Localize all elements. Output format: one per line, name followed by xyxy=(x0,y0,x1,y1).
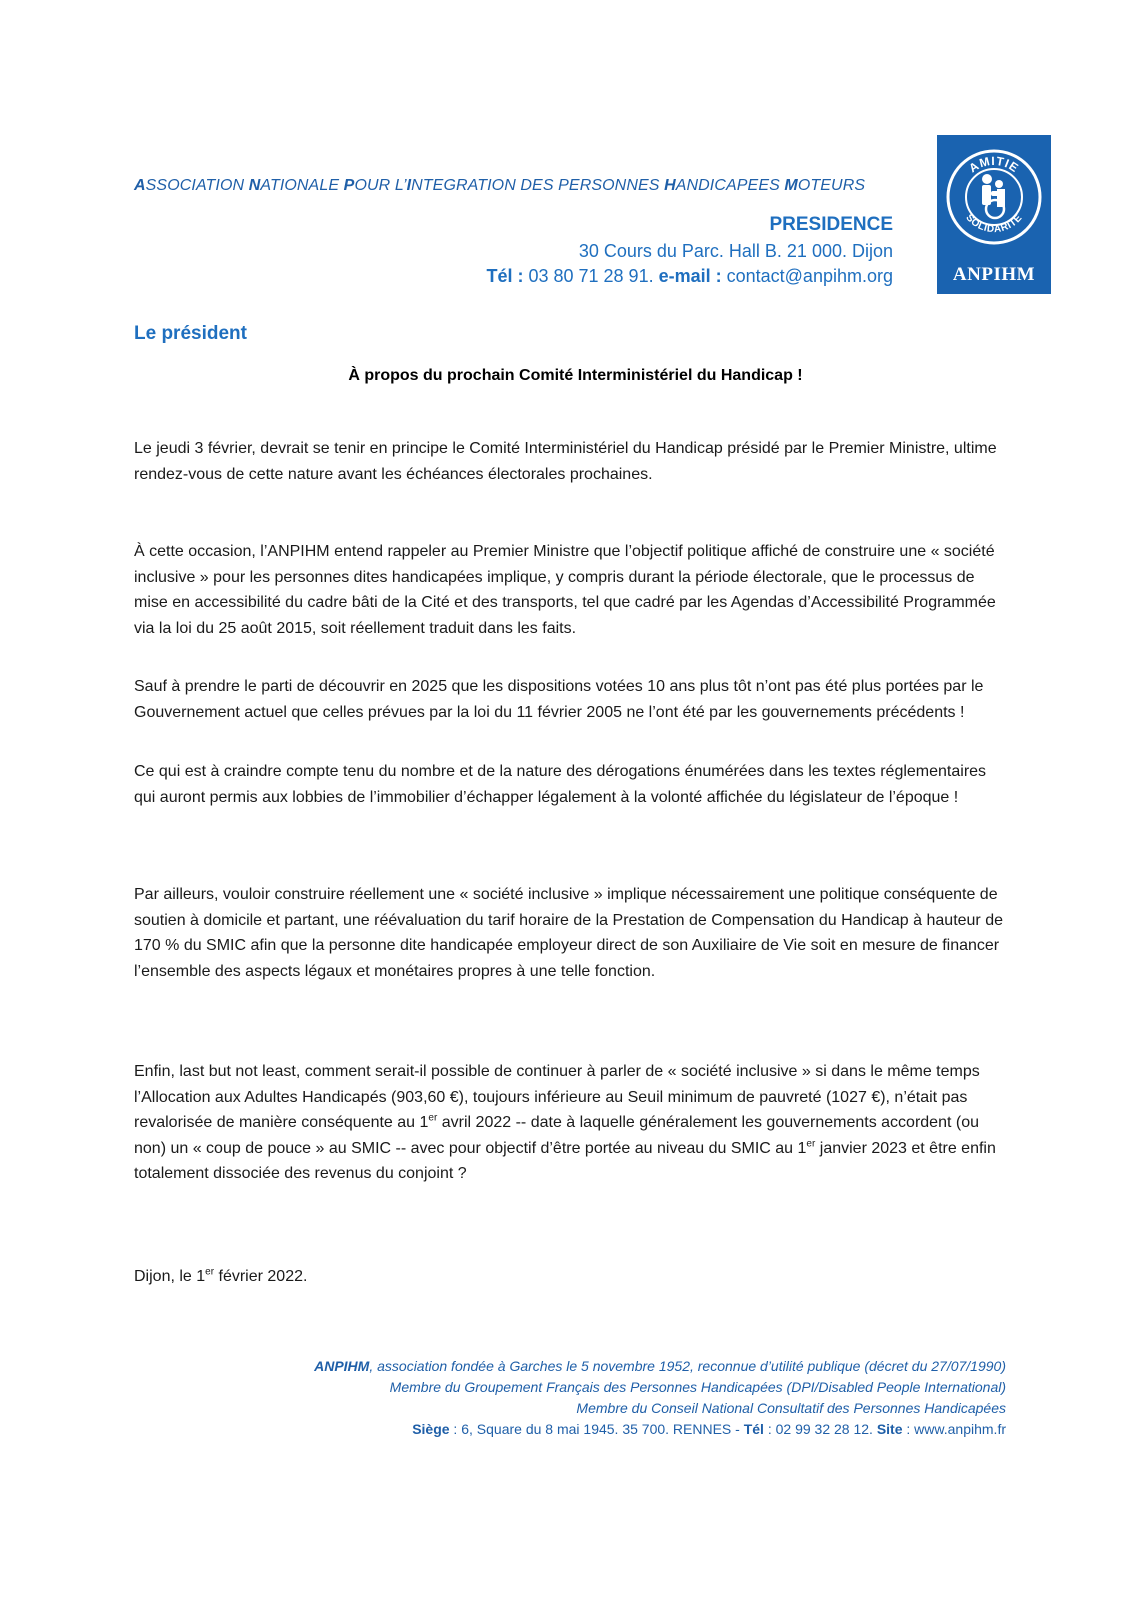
paragraph-text: Enfin, last but not least, comment serait-il possible de continuer à parler de « société inclusive » si dans le même temps l’Allocation aux Adultes Handicapés (903,60 €), toujours inférieure au Seuil minimum de pauvreté (1027 €), n’était pas revalorisée de manière conséquente au 1 xyxy=(134,1063,980,1131)
site-value: : www.anpihm.fr xyxy=(902,1421,1006,1437)
paragraph-text: janvier 2023 et être enfin totalement dissociée des revenus du conjoint ? xyxy=(134,1139,996,1182)
body-paragraph-3: Sauf à prendre le parti de découvrir en 2025 que les dispositions votées 10 ans plus tôt n’ont pas été plus portées par le Gouvernement actuel que celles prévues par la loi du 11 février 2005 ne l’ont été par les gouvernements précédents ! xyxy=(134,678,984,721)
initial-letter: I xyxy=(406,177,412,194)
name-part: NTEGRATION DES PERSONNES xyxy=(411,177,665,194)
tel-value: 03 80 71 28 91. xyxy=(523,266,659,286)
date-text: février 2022. xyxy=(214,1268,308,1285)
contact-line xyxy=(486,266,893,287)
siege-label: Siège xyxy=(412,1421,450,1437)
email-value: contact@anpihm.org xyxy=(721,266,893,286)
address-line: 30 Cours du Parc. Hall B. 21 000. Dijon xyxy=(578,241,893,261)
ordinal-suffix: er xyxy=(806,1138,816,1150)
initial-letter: H xyxy=(664,177,676,194)
name-part: OTEURS xyxy=(797,177,866,194)
body-paragraph-2: À cette occasion, l’ANPIHM entend rappeler au Premier Ministre que l’objectif politique affiché de construire une « société inclusive » pour les personnes dites handicapées implique, y compris durant la période électorale, que le processus de mise en accessibilité du cadre bâti de la Cité et des transports, tel que cadré par les Agendas d’Accessibilité Programmée via la loi du 25 août 2015, soit réellement traduit dans les faits. xyxy=(134,543,996,637)
name-part: ANDICAPEES xyxy=(675,177,785,194)
footer-line-4 xyxy=(146,1419,1006,1440)
footer-text: , association fondée à Garches le 5 novembre 1952, reconnue d’utilité publique (décret du 27/07/1990) xyxy=(369,1358,1006,1374)
association-name xyxy=(134,177,914,195)
footer-tel-label: Tél xyxy=(743,1421,764,1437)
anpihm-logo xyxy=(937,135,1051,294)
email-label: e-mail : xyxy=(658,266,722,286)
name-part: SSOCIATION xyxy=(145,177,249,194)
logo-name: ANPIHM xyxy=(952,264,1036,285)
name-part: ATIONALE xyxy=(260,177,344,194)
body-paragraph-4: Ce qui est à craindre compte tenu du nombre et de la nature des dérogations énumérées dans les textes réglementaires qui auront permis aux lobbies de l’immobilier d’échapper légalement à la volonté affichée du législateur de l’époque ! xyxy=(134,763,987,806)
initial-letter: A xyxy=(134,177,146,194)
footer-line-1 xyxy=(146,1356,1006,1377)
body-paragraph-6 xyxy=(134,1059,1004,1187)
footer-line-2: Membre du Groupement Français des Personnes Handicapées (DPI/Disabled People International) xyxy=(389,1379,1006,1395)
footer-org-name: ANPIHM xyxy=(314,1358,370,1374)
tel-label: Tél : xyxy=(486,266,524,286)
sender-heading: Le président xyxy=(134,323,247,344)
document-title: À propos du prochain Comité Interministériel du Handicap ! xyxy=(348,367,803,384)
paragraph-text: avril 2022 -- date à laquelle généralement les gouvernements accordent (ou non) un « coup de pouce » au SMIC -- avec pour objectif d’être portée au niveau du SMIC au 1 xyxy=(134,1114,979,1157)
site-label: Site xyxy=(876,1421,903,1437)
initial-letter: P xyxy=(343,177,355,194)
ordinal-suffix: er xyxy=(205,1266,215,1278)
logo-bottom-text: SOLIDARITE xyxy=(963,212,1025,236)
body-paragraph-1: Le jeudi 3 février, devrait se tenir en principe le Comité Interministériel du Handicap présidé par le Premier Ministre, ultime rendez-vous de cette nature avant les échéances électorales prochaines. xyxy=(134,440,997,483)
date-text: Dijon, le 1 xyxy=(134,1268,206,1285)
initial-letter: M xyxy=(784,177,798,194)
date-line xyxy=(134,1264,1004,1290)
ordinal-suffix: er xyxy=(428,1112,438,1124)
initial-letter: N xyxy=(248,177,261,194)
footer xyxy=(146,1356,1006,1440)
department-heading: PRESIDENCE xyxy=(769,214,893,235)
name-part: OUR L’ xyxy=(354,177,407,194)
logo-top-text: AMITIE xyxy=(966,153,1022,176)
logo-emblem xyxy=(937,135,1051,255)
footer-line-3: Membre du Conseil National Consultatif des Personnes Handicapées xyxy=(576,1400,1006,1416)
siege-value: : 6, Square du 8 mai 1945. 35 700. RENNES - xyxy=(449,1421,744,1437)
footer-tel-value: : 02 99 32 28 12. xyxy=(763,1421,877,1437)
body-paragraph-5: Par ailleurs, vouloir construire réellement une « société inclusive » implique nécessairement une politique conséquente de soutien à domicile et partant, une réévaluation du tarif horaire de la Prestation de Compensation du Handicap à hauteur de 170 % du SMIC afin que la personne dite handicapée employeur direct de son Auxiliaire de Vie soit en mesure de financer l’ensemble des aspects légaux et monétaires propres à une telle fonction. xyxy=(134,886,1003,980)
wheel-shape xyxy=(986,200,1004,218)
